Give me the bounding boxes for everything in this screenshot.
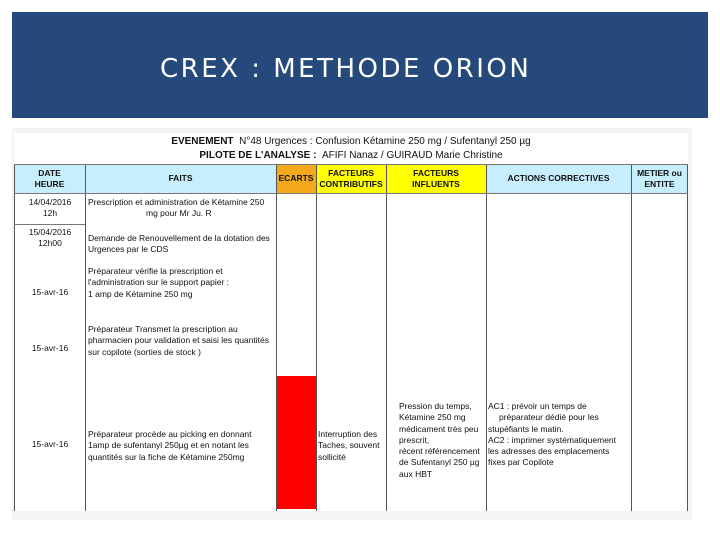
header-facteurs-influents: FACTEURS INFLUENTS [386, 164, 486, 193]
row-date: 14/04/2016 12h [28, 197, 72, 218]
header-facteurs-contributifs: FACTEURS CONTRIBUTIFS [316, 164, 386, 193]
grid-line [14, 224, 85, 225]
pilot-value: AFIFI Nanaz / GUIRAUD Marie Christine [321, 150, 503, 161]
slide-title: CREX : METHODE ORION [160, 54, 532, 84]
row-date: 15-avr-16 [31, 343, 69, 353]
row-facteurs-contributifs: Interruption des Taches, souvent sollicité [318, 429, 380, 462]
ecart-red-marker [276, 376, 316, 509]
event-value: N°48 Urgences : Confusion Kétamine 250 mg / Sufentanyl 250 µg [239, 136, 531, 147]
grid-line [14, 164, 688, 165]
grid-line [687, 164, 688, 511]
header-faits: FAITS [85, 164, 276, 193]
grid-line [386, 164, 387, 511]
header-metier: METIER ou ENTITE [631, 164, 688, 193]
pilot-line [14, 150, 688, 161]
grid-line [486, 164, 487, 511]
row-date: 15/04/2016 12h00 [28, 227, 72, 248]
row-faits: Prescription et administration de Kétamine 250 mg pour Mr Ju. R [88, 197, 265, 219]
row-faits: Préparateur vérifie la prescription et l'administration sur le support papier : 1 amp de Kétamine 250 mg [88, 266, 229, 299]
row-facteurs-influents: Pression du temps, Kétamine 250 mg médicament très peu prescrit, récent référencement de Sufentanyl 250 µg aux HBT [399, 401, 480, 479]
grid-line [85, 164, 86, 511]
header-date: DATE HEURE [14, 164, 85, 193]
grid-line [316, 164, 317, 511]
row-faits: Préparateur procède au picking en donnant 1amp de sufentanyl 250µg et en notant les quantités sur la fiche de Kétamine 250mg [88, 429, 252, 462]
event-label: EVENEMENT [171, 136, 234, 147]
row-date: 15-avr-16 [31, 439, 69, 449]
grid-line [631, 164, 632, 511]
row-faits: Demande de Renouvellement de la dotation des Urgences par le CDS [88, 233, 270, 255]
row-actions-correctives: AC1 : prévoir un temps de préparateur dédié pour les stupéfiants le matin. AC2 : imprimer systématiquement les adresses des emplacements fixes par Copilote [488, 401, 617, 468]
header-ecarts: ECARTS [276, 164, 316, 193]
grid-line [14, 193, 688, 194]
pilot-label: PILOTE DE L'ANALYSE : [199, 150, 317, 161]
row-faits: Préparateur Transmet la prescription au pharmacien pour validation et saisi les quantités sur copilote (sorties de stock ) [88, 324, 269, 357]
row-date: 15-avr-16 [31, 287, 69, 297]
grid-line [276, 164, 277, 511]
crex-table-image [14, 133, 688, 511]
header-actions-correctives: ACTIONS CORRECTIVES [486, 164, 631, 193]
event-line [14, 136, 688, 147]
